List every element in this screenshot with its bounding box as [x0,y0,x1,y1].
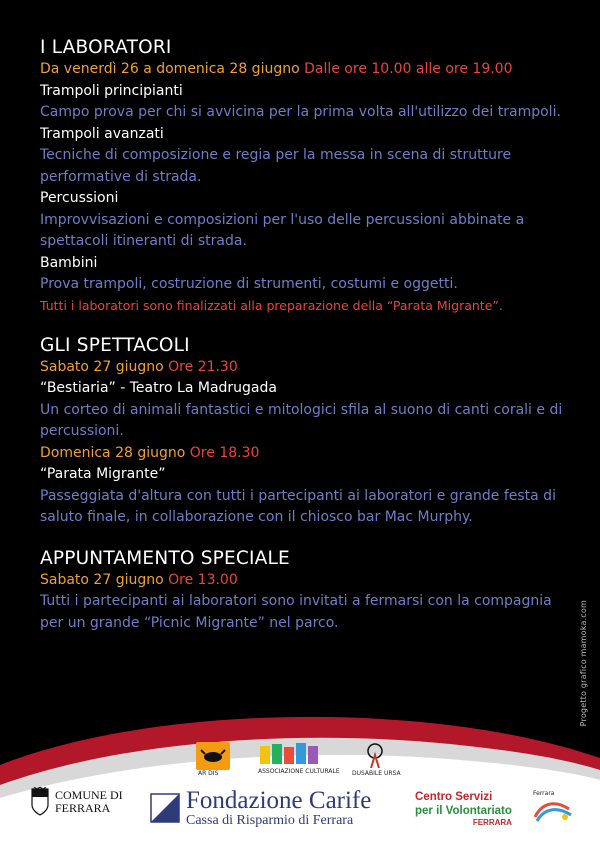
event-2-time: Ore 18.30 [189,444,260,461]
colorful-swirl-icon [533,797,573,823]
speciale-desc: Tutti i partecipanti ai laboratori sono invitati a fermarsi con la compagnia per un grande “Picnic Migrante” nel parco. [40,593,552,631]
carife-line1: Fondazione Carife [186,787,372,814]
speciale-heading: APPUNTAMENTO SPECIALE [40,547,290,569]
carife-line2: Cassa di Risparmio di Ferrara [186,813,354,828]
lab-title-1: Trampoli principianti [40,82,183,99]
lab-desc-2: Tecniche di composizione e regia per la messa in scena di strutture performative di strada. [40,147,512,185]
event-2-date: Domenica 28 giugno [40,444,186,461]
lab-desc-4: Prova trampoli, costruzione di strumenti, costumi e oggetti. [40,276,458,292]
event-1-datetime [40,357,570,379]
csv-line1: Centro Servizi [415,791,493,803]
csv-line2: per il Volontariato [415,805,512,817]
graphic-credit: Progetto grafico mamoka.com [579,600,588,727]
assoc-label: ASSOCIAZIONE CULTURALE [258,768,340,775]
csv-logo [415,790,512,828]
comune-ferrara-logo [30,787,123,817]
laboratori-dates: Da venerdì 26 a domenica 28 giugno [40,61,300,77]
event-1-time: Ore 21.30 [168,358,238,375]
dusable-logo [363,742,387,768]
comune-line1: COMUNE DI [55,788,123,802]
program-content [40,36,570,634]
crest-icon [30,787,50,817]
event-2-title: “Parata Migrante” [40,466,166,482]
event-1-date: Sabato 27 giugno [40,358,164,375]
csv-line3: FERRARA [472,818,512,827]
ferrara-event-logo [533,790,575,826]
event-2-datetime [40,443,570,465]
spettacoli-heading: GLI SPETTACOLI [40,334,190,356]
laboratori-heading: I LABORATORI [40,37,172,58]
laboratori-note: Tutti i laboratori sono finalizzati alla preparazione della “Parata Migrante”. [40,297,503,313]
laboratori-hours: Dalle ore 10.00 alle ore 19.00 [304,61,513,77]
comune-line2: FERRARA [55,801,111,815]
colorful-figures-icon [258,742,326,766]
ardis-label: AR DIS [198,770,219,777]
lab-desc-3: Improvvisazioni e composizioni per l'uso delle percussioni abbinate a spettacoli itineranti di strada. [40,211,525,249]
laboratori-date-line [40,59,570,81]
carife-mark-icon [150,793,180,823]
dusable-label: DUSABILE URSA [352,770,401,777]
lab-desc-1: Campo prova per chi si avvicina per la prima volta all'utilizzo dei trampoli. [40,104,561,120]
bull-icon [200,749,226,763]
assoc-logo [258,742,326,766]
speciale-date: Sabato 27 giugno [40,571,164,588]
figure-icon [363,742,387,768]
speciale-time: Ore 13.00 [168,571,238,588]
event-2-desc: Passeggiata d'altura con tutti i partecipanti ai laboratori e grande festa di saluto finale, in collaborazione con il chiosco bar Mac Murphy. [40,487,556,525]
speciale-datetime [40,570,570,592]
fondazione-carife-logo [150,788,371,828]
ferrara-small-label: Ferrara [533,790,555,797]
lab-title-3: Percussioni [40,190,119,206]
event-1-title: “Bestiaria” - Teatro La Madrugada [40,380,277,396]
lab-title-4: Bambini [40,254,98,271]
ardis-logo [196,742,230,770]
event-1-desc: Un corteo di animali fantastici e mitologici sfila al suono di canti corali e di percussioni. [40,401,563,439]
lab-title-2: Trampoli avanzati [40,125,164,142]
